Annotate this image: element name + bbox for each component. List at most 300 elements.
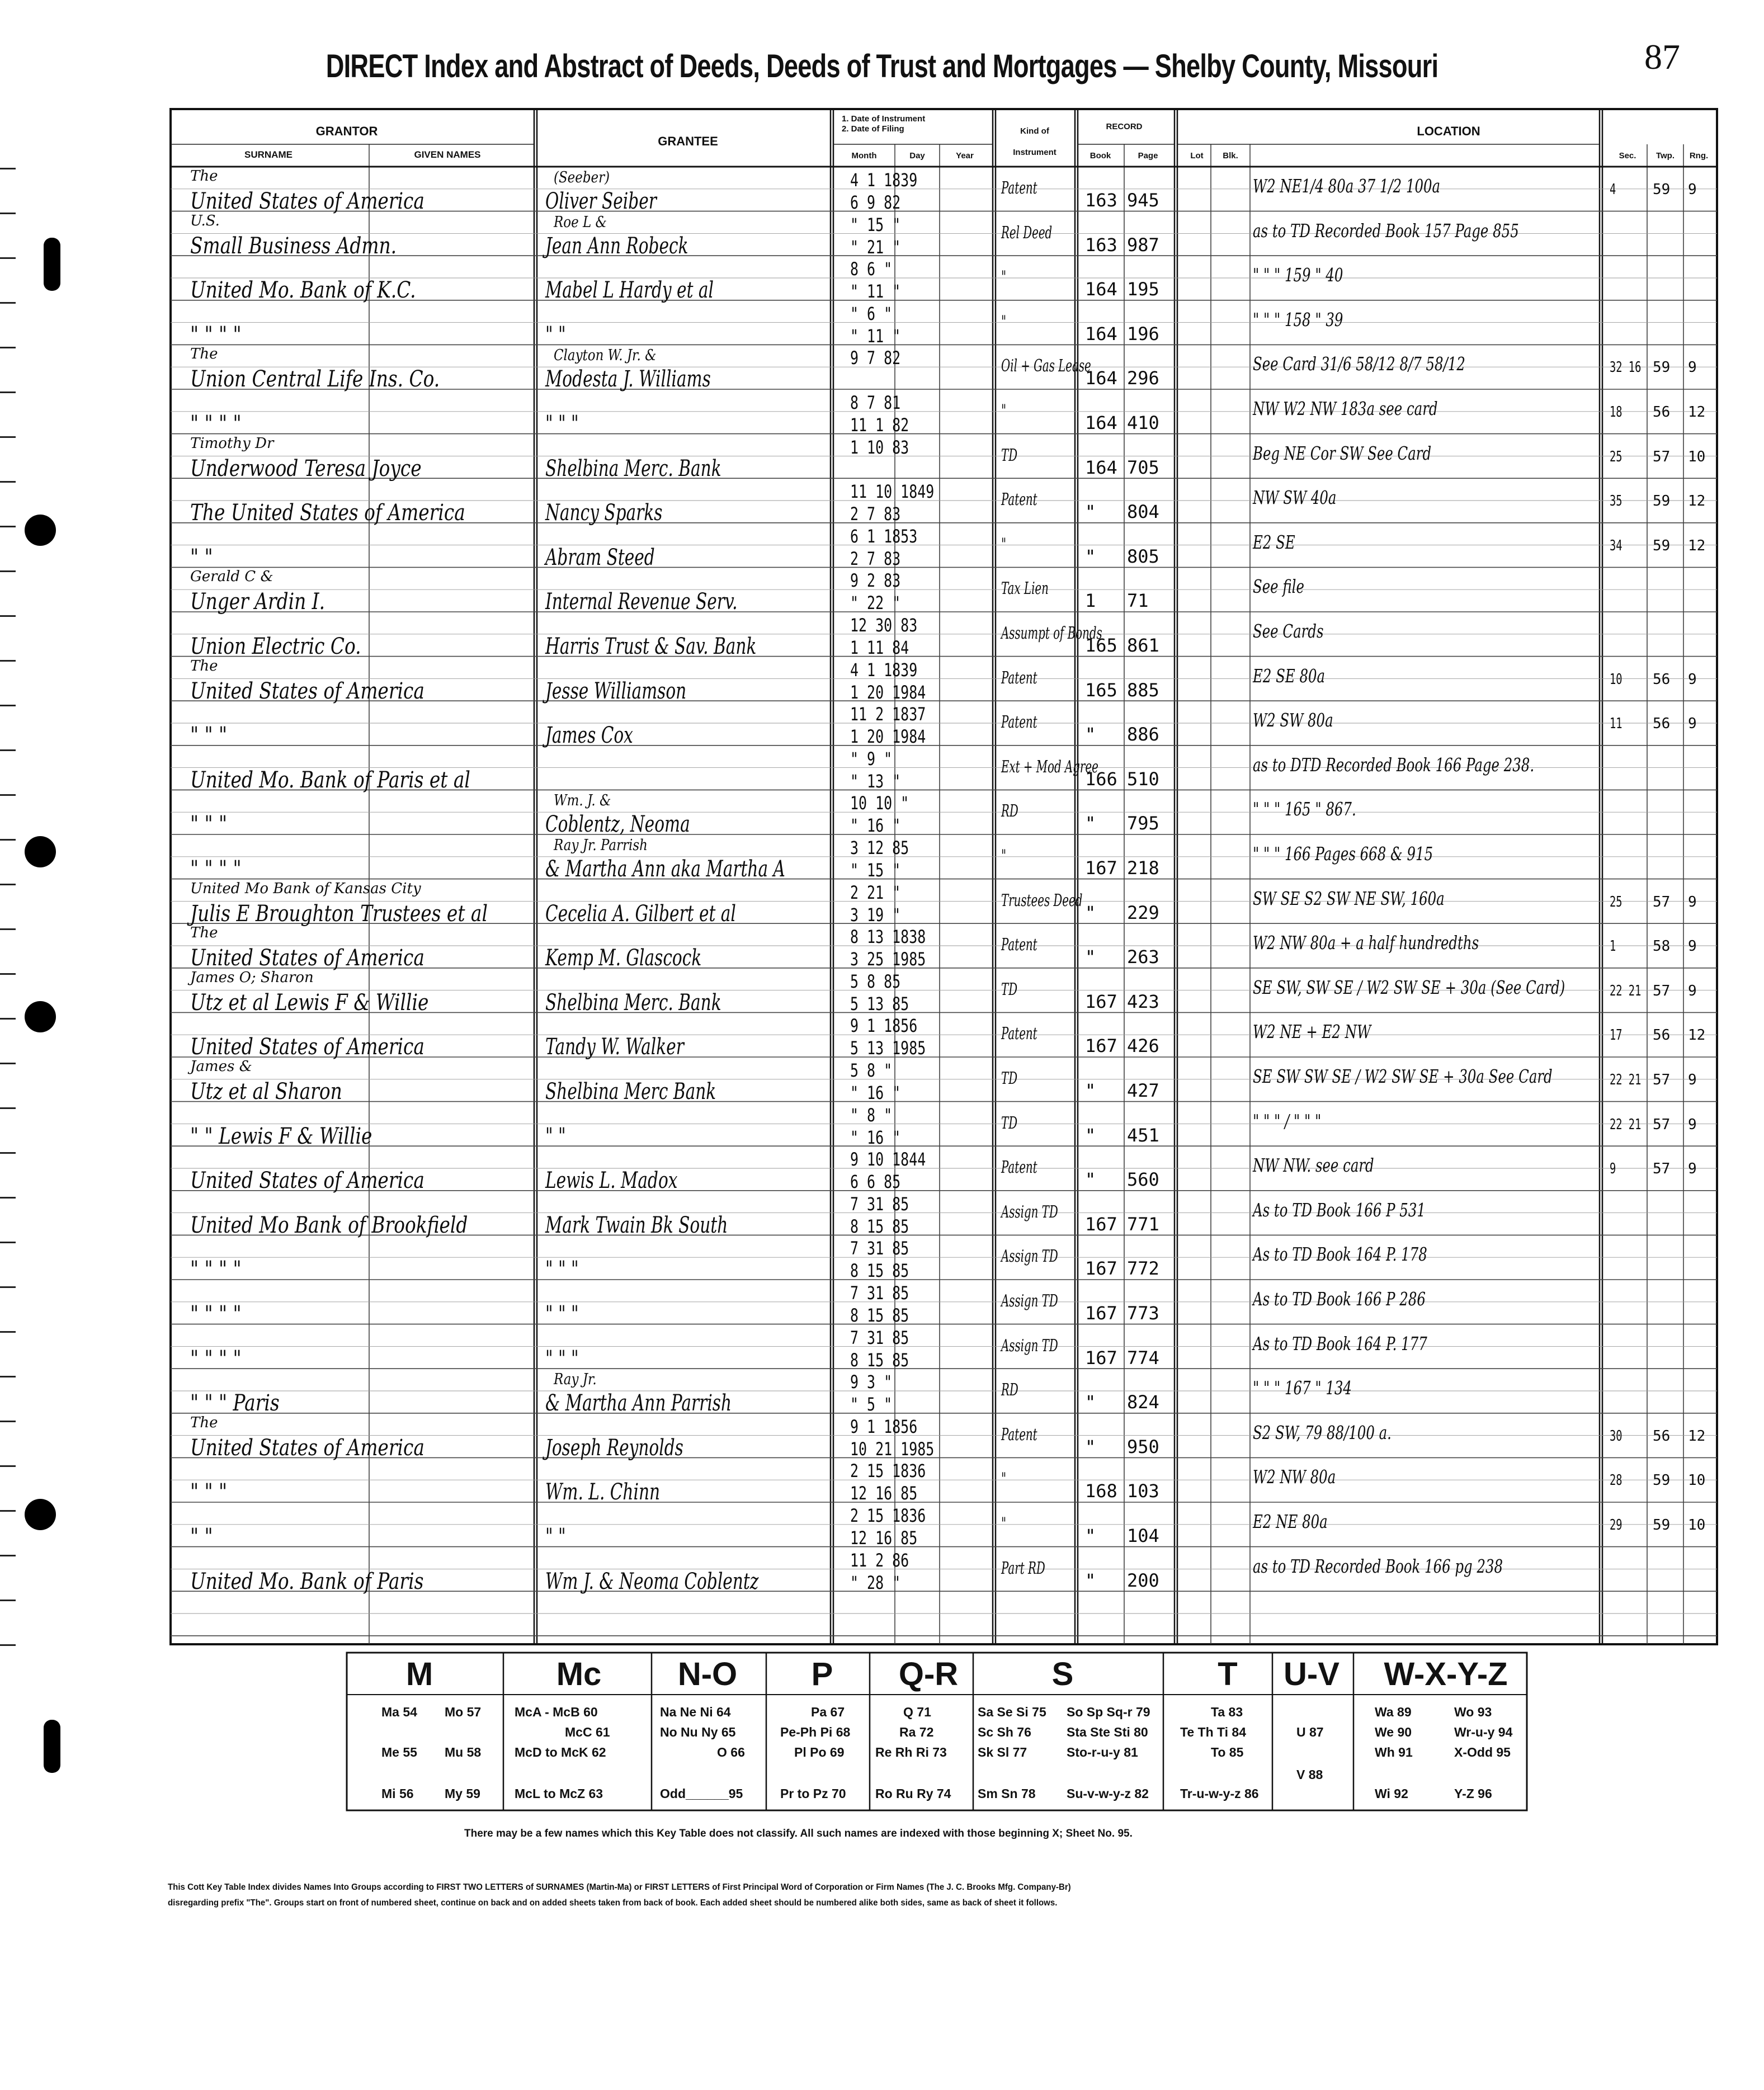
record-page: 451 bbox=[1127, 1124, 1159, 1146]
grantee-name: Modesta J. Williams bbox=[545, 366, 711, 393]
margin-tick bbox=[0, 615, 16, 617]
location-twp: 57 bbox=[1653, 1116, 1671, 1133]
grantor-note: James & bbox=[190, 1058, 252, 1075]
grantor-name: United States of America bbox=[190, 945, 425, 971]
record-page: 774 bbox=[1127, 1347, 1159, 1369]
location-desc: W2 NE + E2 NW bbox=[1253, 1021, 1371, 1043]
grantor-name: United States of America bbox=[190, 188, 425, 214]
record-book: 167 bbox=[1085, 857, 1117, 879]
location-desc: " " " 158 " 39 bbox=[1253, 308, 1343, 331]
year-header: Year bbox=[956, 151, 974, 161]
book-header: Book bbox=[1089, 151, 1111, 161]
instrument-kind: TD bbox=[1001, 979, 1018, 999]
margin-tick bbox=[0, 1107, 16, 1109]
date-filing: " 15 " bbox=[850, 860, 901, 881]
date-instrument: 9 1 1856 bbox=[850, 1416, 918, 1437]
instrument-kind: Patent bbox=[1001, 490, 1037, 510]
grantee-name: Abram Steed bbox=[545, 544, 655, 570]
date-filing: " 11 " bbox=[850, 325, 901, 347]
date-filing: 5 13 1985 bbox=[850, 1037, 926, 1059]
grantee-name: " " " bbox=[545, 1257, 579, 1283]
date-instrument: 2 15 1836 bbox=[850, 1505, 926, 1526]
location-rng: 9 bbox=[1688, 938, 1697, 955]
date-instrument: 6 1 1853 bbox=[850, 525, 918, 547]
instrument-kind: Tax Lien bbox=[1001, 579, 1049, 599]
instrument-kind: " bbox=[1001, 846, 1007, 866]
instrument-kind: Assign TD bbox=[1001, 1202, 1058, 1222]
key-cell: X-Odd 95 bbox=[1454, 1745, 1511, 1759]
date-filing: 8 15 85 bbox=[850, 1349, 909, 1371]
date-filing: 6 9 82 bbox=[850, 192, 901, 213]
key-cell: McA - McB 60 bbox=[515, 1705, 598, 1719]
record-book: " bbox=[1085, 1080, 1096, 1101]
record-page: 510 bbox=[1127, 768, 1159, 790]
record-page: 886 bbox=[1127, 724, 1159, 746]
margin-tick bbox=[0, 168, 16, 169]
record-book: 167 bbox=[1085, 1035, 1117, 1057]
grantor-name: Julis E Broughton Trustees et al bbox=[190, 900, 488, 927]
date-instrument: 1 10 83 bbox=[850, 436, 909, 458]
date-instrument: 12 30 83 bbox=[850, 615, 918, 636]
margin-tick bbox=[0, 973, 16, 975]
grantor-name: " " " Paris bbox=[190, 1390, 280, 1417]
grantee-note: (Seeber) bbox=[554, 169, 610, 186]
date-instrument: 4 1 1839 bbox=[850, 659, 918, 681]
date-instrument: " 15 " bbox=[850, 214, 901, 235]
record-book: " bbox=[1085, 902, 1096, 923]
location-desc: SW SE S2 SW NE SW, 160a bbox=[1253, 887, 1445, 909]
margin-tick bbox=[0, 1152, 16, 1154]
key-head-mc: Mc bbox=[556, 1656, 602, 1692]
grantor-name: United States of America bbox=[190, 1034, 425, 1060]
grantee-name: Joseph Reynolds bbox=[545, 1435, 683, 1461]
key-cell: McD to McK 62 bbox=[515, 1745, 606, 1759]
instrument-kind: RD bbox=[1001, 801, 1018, 822]
grantor-name: Unger Ardin I. bbox=[190, 589, 326, 615]
record-page: 771 bbox=[1127, 1213, 1159, 1235]
date-filing: 3 19 " bbox=[850, 904, 901, 926]
key-note: There may be a few names which this Key Table does not classify. All such names are indexed with those beginning X; Sheet No. 95. bbox=[464, 1828, 1133, 1839]
record-book: 165 bbox=[1085, 635, 1117, 656]
key-cell: So Sp Sq-r 79 bbox=[1067, 1705, 1150, 1719]
record-book: " bbox=[1085, 1124, 1096, 1146]
instrument-kind: Patent bbox=[1001, 1158, 1037, 1178]
record-book: " bbox=[1085, 1391, 1096, 1413]
grantee-name: Kemp M. Glascock bbox=[545, 945, 702, 971]
given-names-header: GIVEN NAMES bbox=[414, 149, 481, 160]
grantee-note: Roe L & bbox=[554, 213, 607, 231]
location-twp: 56 bbox=[1653, 404, 1671, 421]
record-book: 1 bbox=[1085, 590, 1096, 612]
grantor-name: United Mo. Bank of Paris et al bbox=[190, 767, 470, 793]
grantee-name: Lewis L. Madox bbox=[545, 1168, 678, 1194]
location-sec: 25 bbox=[1610, 448, 1622, 465]
location-twp: 56 bbox=[1653, 1427, 1671, 1445]
sec-header: Sec. bbox=[1619, 151, 1636, 161]
location-twp: 59 bbox=[1653, 359, 1671, 376]
record-page: 705 bbox=[1127, 456, 1159, 478]
record-book: " bbox=[1085, 545, 1096, 567]
margin-tick bbox=[0, 1465, 16, 1467]
date-instrument: 9 1 1856 bbox=[850, 1015, 918, 1037]
grantor-name: Utz et al Lewis F & Willie bbox=[190, 989, 429, 1016]
key-cell: Wo 93 bbox=[1454, 1705, 1492, 1719]
record-book: " bbox=[1085, 724, 1096, 746]
key-cell: We 90 bbox=[1375, 1725, 1412, 1739]
grantor-header: GRANTOR bbox=[315, 124, 378, 138]
grantor-name: " " Lewis F & Willie bbox=[190, 1123, 372, 1149]
record-page: 773 bbox=[1127, 1303, 1159, 1324]
location-sec: 22 21 bbox=[1610, 1072, 1642, 1088]
record-book: 164 bbox=[1085, 323, 1117, 345]
instrument-kind: Assign TD bbox=[1001, 1336, 1058, 1356]
location-desc: " " " 159 " 40 bbox=[1253, 264, 1343, 286]
record-book: " bbox=[1085, 1569, 1096, 1591]
record-page: 196 bbox=[1127, 323, 1159, 345]
margin-tick bbox=[0, 705, 16, 706]
rng-header: Rng. bbox=[1689, 151, 1709, 161]
location-sec: 10 bbox=[1610, 671, 1622, 688]
margin-tick bbox=[0, 481, 16, 483]
key-cell: V 88 bbox=[1296, 1767, 1323, 1782]
record-book: 167 bbox=[1085, 1258, 1117, 1280]
grantor-name: Union Central Life Ins. Co. bbox=[190, 366, 440, 393]
grantor-note: United Mo Bank of Kansas City bbox=[190, 880, 421, 897]
date-filing: " 28 " bbox=[850, 1572, 901, 1593]
instrument-kind: Patent bbox=[1001, 178, 1037, 198]
kind-header-2: Instrument bbox=[1013, 148, 1056, 157]
location-sec: 22 21 bbox=[1610, 1116, 1642, 1133]
date-filing: 2 7 83 bbox=[850, 548, 901, 569]
key-cell: Wa 89 bbox=[1375, 1705, 1412, 1719]
location-rng: 9 bbox=[1688, 982, 1697, 999]
grantee-note: Clayton W. Jr. & bbox=[554, 347, 657, 365]
grantor-note: U.S. bbox=[190, 212, 220, 229]
grantor-name: " " " " bbox=[190, 411, 242, 437]
instrument-kind: Patent bbox=[1001, 1024, 1037, 1044]
grantor-name: " " " " bbox=[190, 856, 242, 882]
key-cell: Re Rh Ri 73 bbox=[875, 1745, 947, 1759]
footer-line-2: disregarding prefix "The". Groups start on front of numbered sheet, continue on back and on added sheets taken from back of book. Each added sheet should be numbered alike both sides, same as back of sheet it follows. bbox=[168, 1898, 1058, 1908]
grantor-name: United States of America bbox=[190, 1435, 425, 1461]
key-head-q-r: Q-R bbox=[898, 1656, 959, 1692]
location-desc: See file bbox=[1253, 575, 1304, 598]
date-instrument: 11 2 1837 bbox=[850, 704, 926, 725]
grantee-name: Harris Trust & Sav. Bank bbox=[545, 634, 757, 659]
date-instrument: 8 7 81 bbox=[850, 392, 901, 413]
date-filing: " 16 " bbox=[850, 1126, 901, 1148]
record-book: 167 bbox=[1085, 1303, 1117, 1324]
instrument-kind: TD bbox=[1001, 1069, 1018, 1088]
instrument-kind: Part RD bbox=[1001, 1558, 1045, 1578]
grantor-note: The bbox=[190, 346, 218, 363]
record-page: 795 bbox=[1127, 813, 1159, 834]
record-book: " bbox=[1085, 1436, 1096, 1457]
grantee-name: Tandy W. Walker bbox=[545, 1034, 684, 1060]
record-book: 163 bbox=[1085, 234, 1117, 256]
location-twp: 58 bbox=[1653, 938, 1671, 955]
key-cell: Mo 57 bbox=[445, 1705, 482, 1719]
location-desc: W2 NW 80a + a half hundredths bbox=[1253, 932, 1479, 954]
location-rng: 9 bbox=[1688, 1116, 1697, 1133]
grantee-note: Ray Jr. Parrish bbox=[554, 837, 648, 854]
key-cell: Sto-r-u-y 81 bbox=[1067, 1745, 1138, 1759]
grantee-name: " " " bbox=[545, 411, 579, 437]
location-sec: 25 bbox=[1610, 893, 1622, 910]
location-sec: 32 16 bbox=[1610, 359, 1642, 376]
key-cell: Mi 56 bbox=[381, 1786, 414, 1801]
margin-tick bbox=[0, 1018, 16, 1020]
location-sec: 1 bbox=[1610, 938, 1616, 955]
key-cell: Sc Sh 76 bbox=[978, 1725, 1031, 1739]
footer-line-1: This Cott Key Table Index divides Names Into Groups according to FIRST TWO LETTERS of SURNAMES (Martin-Ma) or FIRST LETTERS of First Principal Word of Corporation or Firm Names (The J. C. Brooks Mfg. Company-Br) bbox=[168, 1883, 1071, 1892]
location-desc: As to TD Book 164 P. 178 bbox=[1253, 1243, 1427, 1266]
grantor-note: Gerald C & bbox=[190, 568, 273, 586]
record-page: 426 bbox=[1127, 1035, 1159, 1057]
grantee-name: James Cox bbox=[545, 723, 633, 749]
location-desc: W2 SW 80a bbox=[1253, 709, 1333, 732]
date-filing-header: 2. Date of Filing bbox=[842, 124, 904, 134]
record-book: 167 bbox=[1085, 990, 1117, 1012]
date-filing: 1 20 1984 bbox=[850, 681, 926, 703]
date-instrument-header: 1. Date of Instrument bbox=[842, 114, 926, 124]
date-instrument: 4 1 1839 bbox=[850, 169, 918, 191]
margin-tick bbox=[0, 1063, 16, 1064]
grantor-name: Utz et al Sharon bbox=[190, 1079, 342, 1105]
date-instrument: 7 31 85 bbox=[850, 1238, 909, 1259]
key-head-s: S bbox=[1051, 1656, 1074, 1692]
location-desc: " " " / " " " bbox=[1253, 1110, 1322, 1132]
grantor-name: The United States of America bbox=[190, 500, 465, 526]
record-page: 296 bbox=[1127, 367, 1159, 389]
location-twp: 56 bbox=[1653, 671, 1671, 688]
grantee-name: Jean Ann Robeck bbox=[545, 233, 688, 259]
margin-tick bbox=[0, 1286, 16, 1288]
location-desc: as to TD Recorded Book 157 Page 855 bbox=[1253, 219, 1519, 242]
location-twp: 57 bbox=[1653, 1072, 1671, 1088]
key-cell: Y-Z 96 bbox=[1454, 1786, 1492, 1801]
date-filing: 5 13 85 bbox=[850, 993, 909, 1015]
location-desc: W2 NW 80a bbox=[1253, 1466, 1336, 1488]
location-rng: 12 bbox=[1688, 1027, 1706, 1044]
location-rng: 12 bbox=[1688, 537, 1706, 554]
record-page: 195 bbox=[1127, 279, 1159, 300]
record-book: " bbox=[1085, 1525, 1096, 1546]
margin-tick bbox=[0, 928, 16, 930]
location-twp: 59 bbox=[1653, 181, 1671, 198]
key-cell: Tr-u-w-y-z 86 bbox=[1180, 1786, 1259, 1801]
key-cell: Wr-u-y 94 bbox=[1454, 1725, 1513, 1739]
grantee-name: Shelbina Merc. Bank bbox=[545, 455, 721, 482]
date-filing: " 22 " bbox=[850, 592, 901, 614]
grantor-note: Timothy Dr bbox=[190, 435, 274, 452]
key-cell: Te Th Ti 84 bbox=[1180, 1725, 1247, 1739]
location-desc: As to TD Book 166 P 286 bbox=[1253, 1288, 1426, 1310]
grantor-name: United Mo. Bank of K.C. bbox=[190, 277, 416, 304]
margin-tick bbox=[0, 1510, 16, 1512]
key-cell: Q 71 bbox=[903, 1705, 931, 1719]
date-filing: " 11 " bbox=[850, 281, 901, 303]
location-twp: 59 bbox=[1653, 493, 1671, 510]
location-rng: 12 bbox=[1688, 1427, 1706, 1445]
location-rng: 12 bbox=[1688, 493, 1706, 510]
instrument-kind: " bbox=[1001, 534, 1007, 554]
grantee-name: Nancy Sparks bbox=[545, 500, 663, 526]
grantee-name: Coblentz, Neoma bbox=[545, 812, 690, 838]
record-page: 103 bbox=[1127, 1480, 1159, 1502]
date-filing: 1 20 1984 bbox=[850, 726, 926, 748]
location-sec: 18 bbox=[1610, 404, 1622, 421]
date-instrument: 9 3 " bbox=[850, 1371, 893, 1393]
margin-tick bbox=[0, 884, 16, 885]
instrument-kind: Patent bbox=[1001, 1424, 1037, 1445]
grantee-name: & Martha Ann Parrish bbox=[545, 1390, 732, 1417]
record-book: 164 bbox=[1085, 412, 1117, 433]
grantor-name: " " " " bbox=[190, 322, 242, 348]
location-sec: 9 bbox=[1610, 1160, 1616, 1178]
margin-tick bbox=[0, 1242, 16, 1243]
lot-header: Lot bbox=[1190, 151, 1204, 161]
record-book: " bbox=[1085, 946, 1096, 968]
date-filing: 10 21 1985 bbox=[850, 1438, 935, 1460]
instrument-kind: Patent bbox=[1001, 713, 1037, 733]
record-page: 423 bbox=[1127, 990, 1159, 1012]
location-twp: 59 bbox=[1653, 1472, 1671, 1489]
grantee-name: Oliver Seiber bbox=[545, 188, 657, 214]
key-cell: Pe-Ph Pi 68 bbox=[780, 1725, 851, 1739]
location-sec: 29 bbox=[1610, 1517, 1622, 1534]
location-desc: as to TD Recorded Book 166 pg 238 bbox=[1253, 1555, 1503, 1577]
margin-tick bbox=[0, 839, 16, 841]
date-filing: 8 15 85 bbox=[850, 1215, 909, 1237]
location-desc: As to TD Book 166 P 531 bbox=[1253, 1199, 1426, 1221]
grantee-name: Shelbina Merc Bank bbox=[545, 1079, 716, 1105]
record-book: 168 bbox=[1085, 1480, 1117, 1502]
location-twp: 57 bbox=[1653, 893, 1671, 910]
record-page: 410 bbox=[1127, 412, 1159, 433]
location-sec: 17 bbox=[1610, 1027, 1622, 1044]
key-cell: Pr to Pz 70 bbox=[780, 1786, 846, 1801]
margin-tick bbox=[0, 660, 16, 662]
grantee-name: Mabel L Hardy et al bbox=[545, 277, 714, 304]
location-sec: 34 bbox=[1610, 537, 1622, 554]
record-book: " bbox=[1085, 813, 1096, 834]
grantee-name: " " bbox=[545, 322, 566, 348]
grantee-note: Wm. J. & bbox=[554, 792, 611, 810]
record-book: 167 bbox=[1085, 1213, 1117, 1235]
date-instrument: 7 31 85 bbox=[850, 1282, 909, 1304]
grantee-name: Internal Revenue Serv. bbox=[545, 589, 738, 615]
date-instrument: 10 10 " bbox=[850, 792, 909, 814]
date-instrument: 9 2 83 bbox=[850, 570, 901, 592]
location-desc: NW W2 NW 183a see card bbox=[1253, 398, 1438, 419]
grantor-note: The bbox=[190, 168, 218, 185]
date-instrument: 2 15 1836 bbox=[850, 1460, 926, 1482]
margin-tick bbox=[0, 302, 16, 304]
instrument-kind: TD bbox=[1001, 1113, 1018, 1133]
grantor-name: " " " bbox=[190, 723, 228, 749]
grantor-name: United Mo Bank of Brookfield bbox=[190, 1212, 468, 1238]
grantee-name: Shelbina Merc. Bank bbox=[545, 989, 721, 1016]
date-instrument: 3 12 85 bbox=[850, 837, 909, 858]
grantor-name: Small Business Admn. bbox=[190, 233, 397, 259]
location-rng: 9 bbox=[1688, 893, 1697, 910]
key-cell: Sa Se Si 75 bbox=[978, 1705, 1046, 1719]
location-twp: 56 bbox=[1653, 715, 1671, 733]
date-filing: 2 7 83 bbox=[850, 503, 901, 525]
key-head-u-v: U-V bbox=[1284, 1656, 1339, 1692]
instrument-kind: Assign TD bbox=[1001, 1247, 1058, 1267]
instrument-kind: Trustees Deed bbox=[1001, 890, 1083, 910]
date-filing: 8 15 85 bbox=[850, 1305, 909, 1326]
grantor-name: " " " " bbox=[190, 1346, 242, 1372]
date-filing: " 16 " bbox=[850, 815, 901, 837]
location-desc: " " " 166 Pages 668 & 915 bbox=[1253, 843, 1433, 865]
instrument-kind: Oil + Gas Lease bbox=[1001, 356, 1091, 376]
location-desc: S2 SW, 79 88/100 a. bbox=[1253, 1421, 1392, 1443]
instrument-kind: Assign TD bbox=[1001, 1291, 1058, 1311]
instrument-kind: " bbox=[1001, 401, 1007, 421]
location-rng: 9 bbox=[1688, 671, 1697, 688]
grantor-note: The bbox=[190, 1414, 218, 1431]
location-rng: 10 bbox=[1688, 1517, 1706, 1534]
margin-tick bbox=[0, 1421, 16, 1422]
key-cell: Wi 92 bbox=[1375, 1786, 1408, 1801]
date-instrument: 2 21 " bbox=[850, 881, 901, 903]
key-cell: To 85 bbox=[1211, 1745, 1244, 1759]
date-instrument: 7 31 85 bbox=[850, 1193, 909, 1215]
date-instrument: 11 10 1849 bbox=[850, 481, 935, 503]
location-twp: 57 bbox=[1653, 1160, 1671, 1178]
location-desc: SE SW SW SE / W2 SW SE + 30a See Card bbox=[1253, 1065, 1553, 1087]
date-filing: 12 16 85 bbox=[850, 1483, 918, 1504]
record-page: 104 bbox=[1127, 1525, 1159, 1546]
key-cell: Mu 58 bbox=[445, 1745, 482, 1759]
grantor-name: Union Electric Co. bbox=[190, 634, 361, 659]
grantee-name: Wm. L. Chinn bbox=[545, 1479, 661, 1506]
grantor-name: " " " bbox=[190, 1479, 228, 1506]
key-cell: Ro Ru Ry 74 bbox=[875, 1786, 951, 1801]
record-page: 824 bbox=[1127, 1391, 1159, 1413]
location-sec: 30 bbox=[1610, 1427, 1622, 1445]
date-filing: " 13 " bbox=[850, 770, 901, 792]
page-header: Page bbox=[1138, 151, 1158, 161]
margin-tick bbox=[0, 1376, 16, 1377]
instrument-kind: " bbox=[1001, 267, 1007, 287]
location-sec: 4 bbox=[1610, 181, 1616, 198]
margin-tick bbox=[0, 570, 16, 572]
grantor-name: " " bbox=[190, 1524, 213, 1550]
instrument-kind: Patent bbox=[1001, 668, 1037, 688]
key-cell: Me 55 bbox=[381, 1745, 417, 1759]
date-filing: 6 6 85 bbox=[850, 1171, 901, 1193]
key-head-n-o: N-O bbox=[677, 1656, 738, 1692]
location-header: LOCATION bbox=[1417, 124, 1480, 138]
key-cell: Sk Sl 77 bbox=[978, 1745, 1027, 1759]
location-twp: 59 bbox=[1653, 537, 1671, 554]
record-book: 164 bbox=[1085, 367, 1117, 389]
location-rng: 10 bbox=[1688, 448, 1706, 465]
key-cell: Ta 83 bbox=[1211, 1705, 1243, 1719]
margin-tick bbox=[0, 749, 16, 751]
location-twp: 56 bbox=[1653, 1027, 1671, 1044]
instrument-kind: " bbox=[1001, 1514, 1007, 1534]
grantor-note: The bbox=[190, 657, 218, 674]
instrument-kind: " bbox=[1001, 312, 1007, 332]
location-desc: E2 SE bbox=[1253, 531, 1295, 553]
location-sec: 11 bbox=[1610, 715, 1622, 733]
location-desc: as to DTD Recorded Book 166 Page 238. bbox=[1253, 753, 1535, 776]
